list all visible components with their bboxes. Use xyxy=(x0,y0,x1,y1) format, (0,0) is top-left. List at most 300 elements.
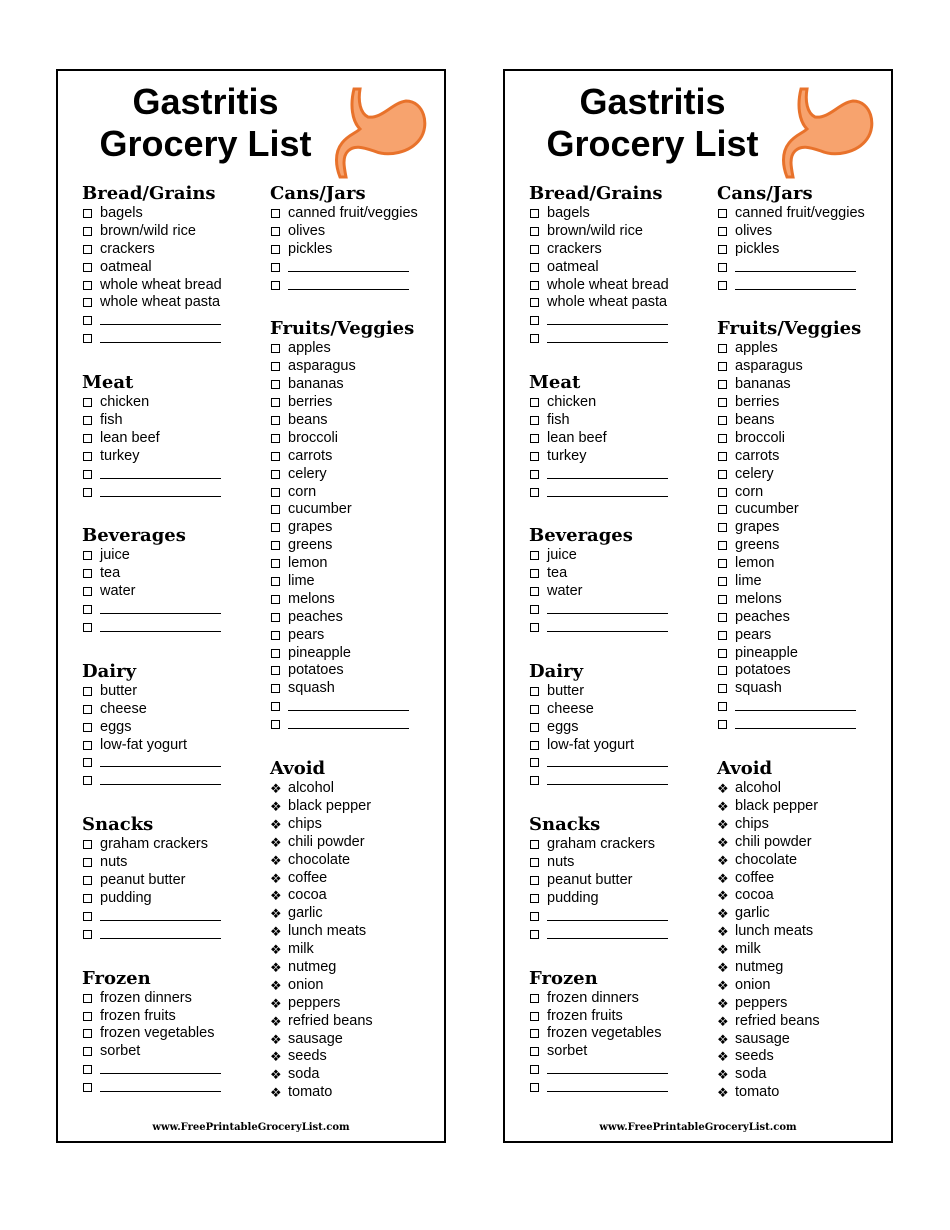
checkbox-icon[interactable] xyxy=(83,623,92,632)
checkbox-icon[interactable] xyxy=(83,569,92,578)
checkbox-icon[interactable] xyxy=(83,416,92,425)
write-in-line[interactable] xyxy=(547,312,668,325)
write-in-line[interactable] xyxy=(547,772,668,785)
checkbox-icon[interactable] xyxy=(271,434,280,443)
checkbox-icon[interactable] xyxy=(83,930,92,939)
list-item[interactable] xyxy=(270,484,446,502)
write-in-line[interactable] xyxy=(288,277,409,290)
checkbox-icon[interactable] xyxy=(718,541,727,550)
write-in-line[interactable] xyxy=(100,772,221,785)
list-item[interactable] xyxy=(717,591,893,609)
write-in-line[interactable] xyxy=(547,926,668,939)
write-in-line[interactable] xyxy=(547,754,668,767)
checkbox-icon[interactable] xyxy=(718,666,727,675)
checkbox-icon[interactable] xyxy=(271,281,280,290)
list-item[interactable] xyxy=(82,394,264,412)
blank-entry[interactable] xyxy=(82,1079,264,1097)
list-item[interactable] xyxy=(717,484,893,502)
blank-entry[interactable] xyxy=(529,754,711,772)
list-item[interactable] xyxy=(529,1043,711,1061)
list-item[interactable] xyxy=(270,662,446,680)
checkbox-icon[interactable] xyxy=(83,587,92,596)
checkbox-icon[interactable] xyxy=(530,1012,539,1021)
blank-entry[interactable] xyxy=(529,484,711,502)
list-item[interactable] xyxy=(270,501,446,519)
list-item[interactable] xyxy=(270,573,446,591)
list-item[interactable] xyxy=(717,645,893,663)
checkbox-icon[interactable] xyxy=(83,741,92,750)
checkbox-icon[interactable] xyxy=(530,298,539,307)
checkbox-icon[interactable] xyxy=(271,595,280,604)
checkbox-icon[interactable] xyxy=(83,776,92,785)
stomach-icon xyxy=(334,81,430,181)
list-item[interactable] xyxy=(717,573,893,591)
checkbox-icon[interactable] xyxy=(718,649,727,658)
blank-entry[interactable] xyxy=(717,277,893,295)
checkbox-icon[interactable] xyxy=(718,684,727,693)
checkbox-icon[interactable] xyxy=(271,666,280,675)
list-item[interactable] xyxy=(270,448,446,466)
list-item[interactable] xyxy=(717,662,893,680)
list-item[interactable] xyxy=(717,412,893,430)
write-in-line[interactable] xyxy=(100,908,221,921)
item-label: butter xyxy=(547,682,585,699)
checkbox-icon[interactable] xyxy=(530,705,539,714)
checkbox-icon[interactable] xyxy=(530,551,539,560)
write-in-line[interactable] xyxy=(547,330,668,343)
list-item[interactable] xyxy=(270,430,446,448)
list-item[interactable] xyxy=(82,1043,264,1061)
checkbox-icon[interactable] xyxy=(718,505,727,514)
list-item[interactable] xyxy=(529,205,711,223)
checkbox-icon[interactable] xyxy=(718,245,727,254)
list-item[interactable] xyxy=(717,430,893,448)
checkbox-icon[interactable] xyxy=(718,631,727,640)
checkbox-icon[interactable] xyxy=(530,1065,539,1074)
checkbox-icon[interactable] xyxy=(271,613,280,622)
list-item[interactable] xyxy=(82,854,264,872)
list-item[interactable] xyxy=(717,519,893,537)
checkbox-icon[interactable] xyxy=(718,263,727,272)
checkbox-icon[interactable] xyxy=(718,281,727,290)
blank-entry[interactable] xyxy=(270,277,446,295)
list-item[interactable] xyxy=(82,872,264,890)
blank-entry[interactable] xyxy=(529,1061,711,1079)
list-item[interactable] xyxy=(529,719,711,737)
checkbox-icon[interactable] xyxy=(718,613,727,622)
checkbox-icon[interactable] xyxy=(83,994,92,1003)
checkbox-icon[interactable] xyxy=(530,741,539,750)
checkbox-icon[interactable] xyxy=(271,416,280,425)
list-item[interactable] xyxy=(529,223,711,241)
checkbox-icon[interactable] xyxy=(718,452,727,461)
write-in-line[interactable] xyxy=(547,484,668,497)
checkbox-icon[interactable] xyxy=(271,720,280,729)
item-label: refried beans xyxy=(288,1012,373,1029)
blank-entry[interactable] xyxy=(529,312,711,330)
list-item[interactable] xyxy=(529,294,711,312)
write-in-line[interactable] xyxy=(547,601,668,614)
list-item[interactable] xyxy=(529,277,711,295)
checkbox-icon[interactable] xyxy=(530,281,539,290)
checkbox-icon[interactable] xyxy=(718,559,727,568)
blank-entry[interactable] xyxy=(529,926,711,944)
checkbox-icon[interactable] xyxy=(271,398,280,407)
list-item[interactable] xyxy=(717,376,893,394)
checkbox-icon[interactable] xyxy=(530,227,539,236)
checkbox-icon[interactable] xyxy=(530,623,539,632)
list-item[interactable] xyxy=(82,412,264,430)
checkbox-icon[interactable] xyxy=(530,776,539,785)
checkbox-icon[interactable] xyxy=(530,587,539,596)
checkbox-icon[interactable] xyxy=(83,316,92,325)
checkbox-icon[interactable] xyxy=(83,334,92,343)
list-item[interactable] xyxy=(270,609,446,627)
checkbox-icon[interactable] xyxy=(83,281,92,290)
checkbox-icon[interactable] xyxy=(271,488,280,497)
checkbox-icon[interactable] xyxy=(718,577,727,586)
checkbox-icon[interactable] xyxy=(530,723,539,732)
list-item[interactable] xyxy=(529,394,711,412)
list-item[interactable] xyxy=(717,205,893,223)
blank-entry[interactable] xyxy=(529,466,711,484)
checkbox-icon[interactable] xyxy=(271,523,280,532)
list-item[interactable] xyxy=(529,737,711,755)
blank-entry[interactable] xyxy=(82,312,264,330)
list-item[interactable] xyxy=(717,340,893,358)
list-item[interactable] xyxy=(717,448,893,466)
checkbox-icon[interactable] xyxy=(83,1083,92,1092)
list-item[interactable] xyxy=(82,277,264,295)
checkbox-icon[interactable] xyxy=(271,452,280,461)
checkbox-icon[interactable] xyxy=(530,316,539,325)
checkbox-icon[interactable] xyxy=(530,488,539,497)
list-item[interactable] xyxy=(529,430,711,448)
checkbox-icon[interactable] xyxy=(530,758,539,767)
write-in-line[interactable] xyxy=(100,330,221,343)
checkbox-icon[interactable] xyxy=(83,488,92,497)
list-item[interactable] xyxy=(270,223,446,241)
list-item[interactable] xyxy=(82,223,264,241)
checkbox-icon[interactable] xyxy=(718,227,727,236)
item-label: cucumber xyxy=(288,501,352,518)
list-item[interactable] xyxy=(270,376,446,394)
list-item[interactable] xyxy=(717,241,893,259)
list-item[interactable] xyxy=(82,890,264,908)
blank-entry[interactable] xyxy=(82,772,264,790)
blank-entry[interactable] xyxy=(82,601,264,619)
item-label: low-fat yogurt xyxy=(100,736,188,753)
list-item[interactable] xyxy=(529,448,711,466)
list-item[interactable] xyxy=(82,701,264,719)
list-item[interactable] xyxy=(717,609,893,627)
blank-entry[interactable] xyxy=(529,1079,711,1097)
checkbox-icon[interactable] xyxy=(83,876,92,885)
list-item[interactable] xyxy=(82,719,264,737)
list-item[interactable] xyxy=(270,205,446,223)
write-in-line[interactable] xyxy=(100,926,221,939)
list-item[interactable] xyxy=(270,680,446,698)
list-item[interactable] xyxy=(717,394,893,412)
checkbox-icon[interactable] xyxy=(83,912,92,921)
list-item[interactable] xyxy=(82,259,264,277)
write-in-line[interactable] xyxy=(547,1079,668,1092)
checkbox-icon[interactable] xyxy=(83,858,92,867)
checkbox-icon[interactable] xyxy=(718,209,727,218)
list-item[interactable] xyxy=(717,223,893,241)
list-item[interactable] xyxy=(270,412,446,430)
blank-entry[interactable] xyxy=(717,698,893,716)
checkbox-icon[interactable] xyxy=(530,894,539,903)
write-in-line[interactable] xyxy=(100,484,221,497)
list-item[interactable] xyxy=(82,583,264,601)
checkbox-icon[interactable] xyxy=(530,994,539,1003)
checkbox-icon[interactable] xyxy=(83,687,92,696)
checkbox-icon[interactable] xyxy=(718,720,727,729)
list-item[interactable] xyxy=(717,555,893,573)
list-item[interactable] xyxy=(82,448,264,466)
checkbox-icon[interactable] xyxy=(530,1047,539,1056)
checkbox-icon[interactable] xyxy=(271,559,280,568)
checkbox-icon[interactable] xyxy=(271,505,280,514)
checkbox-icon[interactable] xyxy=(271,702,280,711)
checkbox-icon[interactable] xyxy=(83,1029,92,1038)
checkbox-icon[interactable] xyxy=(271,227,280,236)
list-item[interactable] xyxy=(529,890,711,908)
blank-entry[interactable] xyxy=(82,466,264,484)
checkbox-icon[interactable] xyxy=(83,894,92,903)
checkbox-icon[interactable] xyxy=(83,263,92,272)
list-item[interactable] xyxy=(270,555,446,573)
blank-entry[interactable] xyxy=(82,926,264,944)
list-item[interactable] xyxy=(529,412,711,430)
checkbox-icon[interactable] xyxy=(83,245,92,254)
checkbox-icon[interactable] xyxy=(530,470,539,479)
list-item[interactable] xyxy=(82,990,264,1008)
checkbox-icon[interactable] xyxy=(530,209,539,218)
four-diamond-bullet-icon: ❖ xyxy=(717,870,729,886)
write-in-line[interactable] xyxy=(735,259,856,272)
list-item[interactable] xyxy=(717,358,893,376)
list-item[interactable] xyxy=(529,565,711,583)
list-item[interactable] xyxy=(82,565,264,583)
checkbox-icon[interactable] xyxy=(718,416,727,425)
checkbox-icon[interactable] xyxy=(271,541,280,550)
list-item[interactable] xyxy=(529,990,711,1008)
blank-entry[interactable] xyxy=(270,716,446,734)
checkbox-icon[interactable] xyxy=(530,452,539,461)
list-item[interactable] xyxy=(270,466,446,484)
list-item[interactable] xyxy=(270,519,446,537)
list-item[interactable] xyxy=(82,547,264,565)
checkbox-icon[interactable] xyxy=(530,912,539,921)
checkbox-icon[interactable] xyxy=(83,452,92,461)
list-item[interactable] xyxy=(82,836,264,854)
blank-entry[interactable] xyxy=(529,772,711,790)
list-item[interactable] xyxy=(270,537,446,555)
four-diamond-bullet-icon: ❖ xyxy=(270,995,282,1011)
list-item[interactable] xyxy=(529,1008,711,1026)
list-item[interactable] xyxy=(529,583,711,601)
write-in-line[interactable] xyxy=(547,466,668,479)
checkbox-icon[interactable] xyxy=(271,245,280,254)
list-item[interactable] xyxy=(529,836,711,854)
checkbox-icon[interactable] xyxy=(718,398,727,407)
checkbox-icon[interactable] xyxy=(271,577,280,586)
checkbox-icon[interactable] xyxy=(83,209,92,218)
checkbox-icon[interactable] xyxy=(530,569,539,578)
checkbox-icon[interactable] xyxy=(530,334,539,343)
blank-entry[interactable] xyxy=(529,330,711,348)
write-in-line[interactable] xyxy=(735,716,856,729)
checkbox-icon[interactable] xyxy=(530,876,539,885)
section-beverages xyxy=(82,525,264,636)
list-item[interactable] xyxy=(82,241,264,259)
checkbox-icon[interactable] xyxy=(271,649,280,658)
list-item[interactable] xyxy=(717,466,893,484)
checkbox-icon[interactable] xyxy=(83,298,92,307)
checkbox-icon[interactable] xyxy=(83,470,92,479)
checkbox-icon[interactable] xyxy=(271,470,280,479)
blank-entry[interactable] xyxy=(529,908,711,926)
checkbox-icon[interactable] xyxy=(83,840,92,849)
list-item[interactable] xyxy=(270,394,446,412)
list-item[interactable] xyxy=(529,241,711,259)
blank-entry[interactable] xyxy=(529,619,711,637)
write-in-line[interactable] xyxy=(735,698,856,711)
blank-entry[interactable] xyxy=(82,619,264,637)
checkbox-icon[interactable] xyxy=(83,605,92,614)
list-item[interactable] xyxy=(270,358,446,376)
write-in-line[interactable] xyxy=(547,1061,668,1074)
write-in-line[interactable] xyxy=(288,259,409,272)
checkbox-icon[interactable] xyxy=(718,380,727,389)
item-label: melons xyxy=(735,590,782,607)
blank-entry[interactable] xyxy=(82,330,264,348)
write-in-line[interactable] xyxy=(100,1061,221,1074)
list-item[interactable] xyxy=(82,430,264,448)
write-in-line[interactable] xyxy=(547,619,668,632)
checkbox-icon[interactable] xyxy=(271,263,280,272)
write-in-line[interactable] xyxy=(547,908,668,921)
checkbox-icon[interactable] xyxy=(530,398,539,407)
list-item[interactable] xyxy=(82,737,264,755)
checkbox-icon[interactable] xyxy=(530,416,539,425)
list-item[interactable] xyxy=(529,547,711,565)
list-item[interactable] xyxy=(529,1025,711,1043)
checkbox-icon[interactable] xyxy=(718,344,727,353)
checkbox-icon[interactable] xyxy=(530,1029,539,1038)
checkbox-icon[interactable] xyxy=(83,434,92,443)
item-label: chicken xyxy=(547,394,597,411)
checkbox-icon[interactable] xyxy=(530,1083,539,1092)
checkbox-icon[interactable] xyxy=(83,1065,92,1074)
list-item[interactable] xyxy=(82,683,264,701)
write-in-line[interactable] xyxy=(100,601,221,614)
checkbox-icon[interactable] xyxy=(530,434,539,443)
write-in-line[interactable] xyxy=(735,277,856,290)
checkbox-icon[interactable] xyxy=(271,380,280,389)
list-item[interactable] xyxy=(270,591,446,609)
checkbox-icon[interactable] xyxy=(718,470,727,479)
checkbox-icon[interactable] xyxy=(530,605,539,614)
write-in-line[interactable] xyxy=(100,1079,221,1092)
write-in-line[interactable] xyxy=(100,754,221,767)
checkbox-icon[interactable] xyxy=(530,858,539,867)
blank-entry[interactable] xyxy=(717,716,893,734)
list-item[interactable] xyxy=(717,537,893,555)
list-item[interactable] xyxy=(529,683,711,701)
checkbox-icon[interactable] xyxy=(83,398,92,407)
checkbox-icon[interactable] xyxy=(83,758,92,767)
checkbox-icon[interactable] xyxy=(718,595,727,604)
checkbox-icon[interactable] xyxy=(530,930,539,939)
write-in-line[interactable] xyxy=(100,619,221,632)
blank-entry[interactable] xyxy=(82,484,264,502)
checkbox-icon[interactable] xyxy=(530,687,539,696)
list-item[interactable] xyxy=(529,872,711,890)
list-item[interactable] xyxy=(717,680,893,698)
checkbox-icon[interactable] xyxy=(83,1047,92,1056)
write-in-line[interactable] xyxy=(100,466,221,479)
blank-entry[interactable] xyxy=(82,754,264,772)
list-item[interactable] xyxy=(529,701,711,719)
checkbox-icon[interactable] xyxy=(718,488,727,497)
checkbox-icon[interactable] xyxy=(718,434,727,443)
item-label: graham crackers xyxy=(547,836,655,853)
checkbox-icon[interactable] xyxy=(83,723,92,732)
list-item[interactable] xyxy=(270,241,446,259)
write-in-line[interactable] xyxy=(100,312,221,325)
list-item[interactable] xyxy=(529,854,711,872)
list-item[interactable] xyxy=(717,501,893,519)
write-in-line[interactable] xyxy=(288,698,409,711)
four-diamond-bullet-icon: ❖ xyxy=(270,888,282,904)
checkbox-icon[interactable] xyxy=(271,631,280,640)
list-item[interactable] xyxy=(82,205,264,223)
checkbox-icon[interactable] xyxy=(530,245,539,254)
checkbox-icon[interactable] xyxy=(83,551,92,560)
checkbox-icon[interactable] xyxy=(718,523,727,532)
list-item[interactable] xyxy=(270,627,446,645)
list-item[interactable] xyxy=(82,1025,264,1043)
checkbox-icon[interactable] xyxy=(530,840,539,849)
list-item[interactable] xyxy=(270,645,446,663)
blank-entry[interactable] xyxy=(82,1061,264,1079)
list-item[interactable] xyxy=(529,259,711,277)
checkbox-icon[interactable] xyxy=(718,702,727,711)
checkbox-icon[interactable] xyxy=(271,684,280,693)
checkbox-icon[interactable] xyxy=(271,344,280,353)
blank-entry[interactable] xyxy=(270,698,446,716)
blank-entry[interactable] xyxy=(270,259,446,277)
checkbox-icon[interactable] xyxy=(271,362,280,371)
checkbox-icon[interactable] xyxy=(83,1012,92,1021)
list-item[interactable] xyxy=(270,340,446,358)
list-item[interactable] xyxy=(717,627,893,645)
checkbox-icon[interactable] xyxy=(271,209,280,218)
blank-entry[interactable] xyxy=(529,601,711,619)
checkbox-icon[interactable] xyxy=(83,227,92,236)
list-item[interactable] xyxy=(82,1008,264,1026)
checkbox-icon[interactable] xyxy=(530,263,539,272)
checkbox-icon[interactable] xyxy=(718,362,727,371)
list-item[interactable] xyxy=(82,294,264,312)
checkbox-icon[interactable] xyxy=(83,705,92,714)
write-in-line[interactable] xyxy=(288,716,409,729)
blank-entry[interactable] xyxy=(717,259,893,277)
blank-entry[interactable] xyxy=(82,908,264,926)
